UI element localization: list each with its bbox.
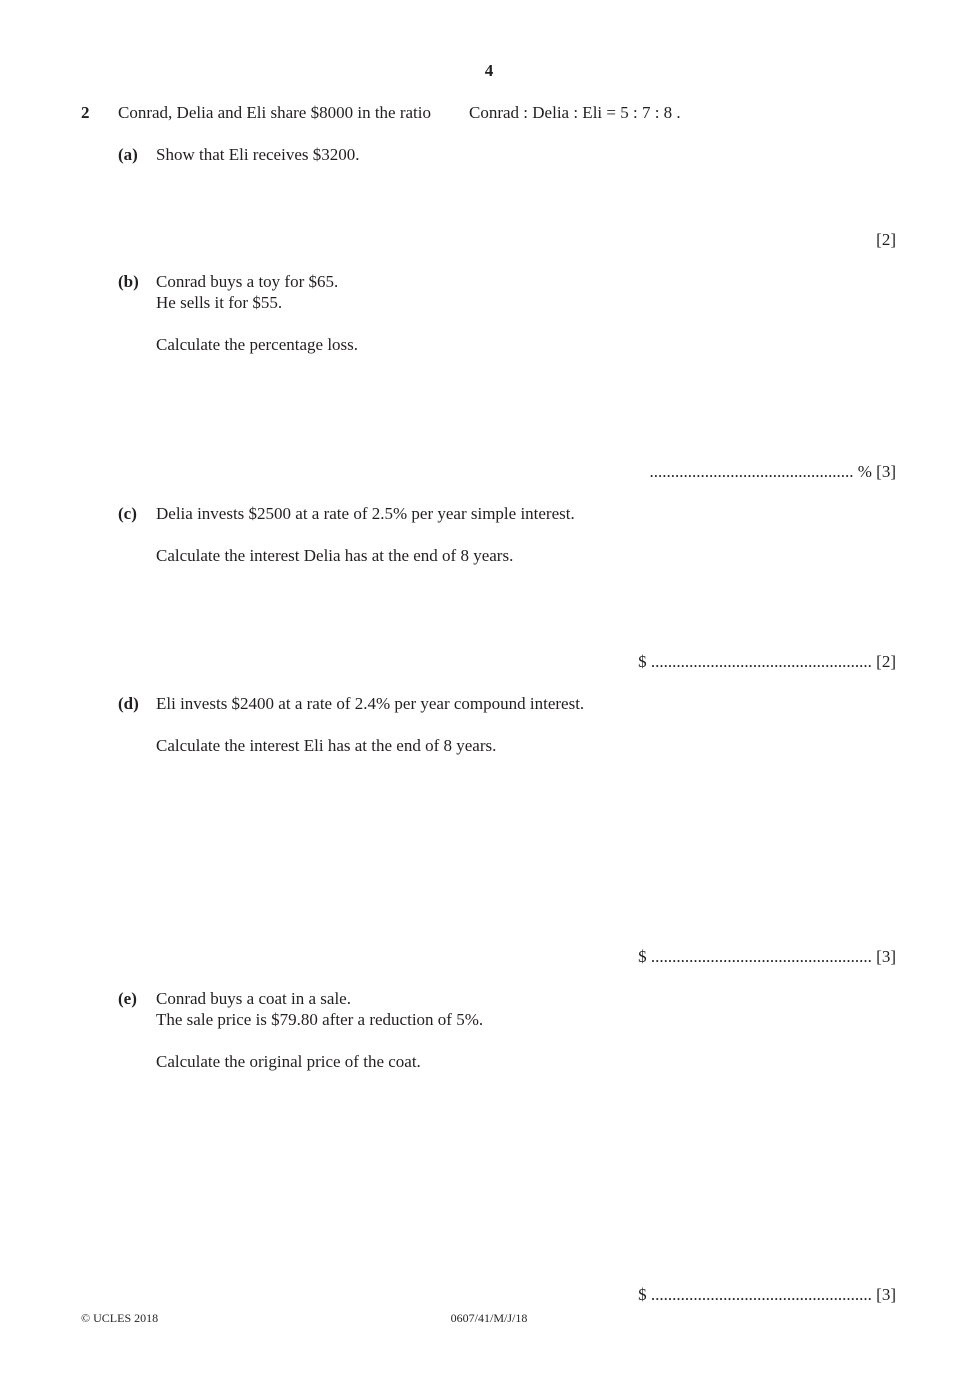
part-c-answer-line: $ .................................................... [2] (638, 652, 896, 671)
part-e-answer-line: $ .................................................... [3] (638, 1285, 896, 1304)
part-e-label: (e) (118, 989, 137, 1008)
part-d-line-1: Eli invests $2400 at a rate of 2.4% per year compound interest. (156, 694, 585, 713)
part-b-line-1: Conrad buys a toy for $65. (156, 272, 339, 291)
part-c-instruction: Calculate the interest Delia has at the end of 8 years. (156, 546, 514, 565)
part-a-marks: [2] (876, 230, 896, 249)
footer-copyright: © UCLES 2018 (81, 1311, 159, 1325)
part-c-label: (c) (118, 504, 137, 523)
part-d-instruction: Calculate the interest Eli has at the end of 8 years. (156, 736, 497, 755)
part-a-text: Show that Eli receives $3200. (156, 145, 360, 164)
part-c-line-1: Delia invests $2500 at a rate of 2.5% per year simple interest. (156, 504, 575, 523)
question-stem: Conrad, Delia and Eli share $8000 in the ratio (118, 103, 431, 122)
page-number: 4 (484, 61, 494, 80)
part-a-label: (a) (118, 145, 138, 164)
question-ratio: Conrad : Delia : Eli = 5 : 7 : 8 . (469, 103, 681, 122)
part-b-answer-line: ................................................ % [3] (649, 462, 896, 481)
footer-paper-code: 0607/41/M/J/18 (450, 1311, 528, 1325)
part-d-answer-line: $ .................................................... [3] (638, 947, 896, 966)
part-d-label: (d) (118, 694, 139, 713)
part-b-instruction: Calculate the percentage loss. (156, 335, 359, 354)
question-number: 2 (81, 103, 90, 122)
part-b-label: (b) (118, 272, 139, 291)
part-e-line-2: The sale price is $79.80 after a reduction of 5%. (156, 1010, 484, 1029)
part-b-line-2: He sells it for $55. (156, 293, 283, 312)
part-e-line-1: Conrad buys a coat in a sale. (156, 989, 351, 1008)
part-e-instruction: Calculate the original price of the coat. (156, 1052, 421, 1071)
